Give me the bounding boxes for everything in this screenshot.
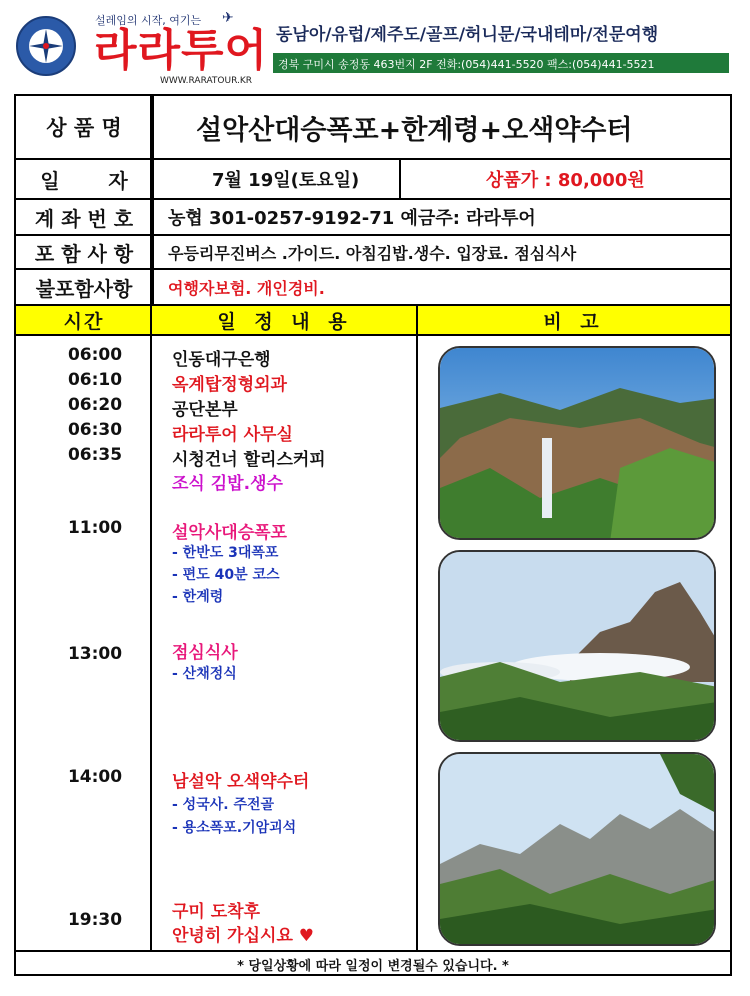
- content-column-header: 일 정 내 용: [217, 310, 353, 333]
- time-0600: 06:00: [67, 345, 123, 365]
- address-text: 경북 구미시 송정동 463번지 2F 전화:(054)441-5520 팩스:(054)441-5521: [278, 58, 655, 71]
- footer-notice: * 당일상황에 따라 일정이 변경될수 있습니다. *: [16, 950, 730, 976]
- account-label: 계 좌 번 호: [16, 200, 154, 234]
- included-label: 포 함 사 항: [16, 236, 154, 268]
- excluded-value: 여행자보험. 개인경비.: [168, 278, 325, 298]
- included-row: [16, 236, 730, 270]
- time-1300: 13:00: [67, 644, 123, 664]
- activity-lunch: 점심식사: [172, 643, 238, 663]
- price-value: 상품가 : 80,000원: [486, 170, 645, 191]
- breakfast-note: 조식 김밥.생수: [172, 474, 283, 494]
- stop-okgye: 옥계탑정형외과: [172, 375, 287, 395]
- time-column-divider: [150, 306, 152, 950]
- waterfall-photo: [438, 346, 716, 540]
- note-seongguksa: - 성국사. 주전골: [172, 797, 275, 813]
- time-0620: 06:20: [67, 395, 123, 415]
- airplane-icon: ✈: [222, 10, 234, 26]
- time-1930: 19:30: [67, 910, 123, 930]
- time-1100: 11:00: [67, 518, 123, 538]
- time-0630: 06:30: [67, 420, 123, 440]
- note-40min-course: - 편도 40분 코스: [172, 567, 280, 583]
- mountain-clouds-photo: [438, 550, 716, 742]
- brand-logo-text: 라라투어: [94, 25, 269, 76]
- stop-raratour-office: 라라투어 사무실: [172, 425, 293, 445]
- included-value: 우등리무진버스 .가이드. 아침김밥.생수. 입장료. 점심식사: [168, 243, 577, 263]
- note-three-falls: - 한반도 3대폭포: [172, 545, 279, 561]
- stop-gongdan: 공단본부: [172, 400, 238, 420]
- product-value: 설악산대승폭포+한계령+오색약수터: [196, 114, 633, 146]
- category-list: 동남아/유럽/제주도/골프/허니문/국내테마/전문여행: [276, 25, 659, 45]
- note-column-header: 비 고: [543, 310, 605, 333]
- excluded-label: 불포함사항: [16, 270, 154, 304]
- product-row: [16, 96, 730, 160]
- stop-indong: 인동대구은행: [172, 350, 271, 370]
- account-row: [16, 200, 730, 236]
- compass-logo-icon: [16, 16, 76, 76]
- time-column-header: 시간: [63, 310, 105, 333]
- activity-daeseung-falls: 설악사대승폭포: [172, 523, 287, 543]
- time-0610: 06:10: [67, 370, 123, 390]
- note-sanchae: - 산채정식: [172, 666, 237, 682]
- account-value: 농협 301-0257-9192-71 예금주: 라라투어: [168, 208, 536, 229]
- tagline: 설레임의 시작, 여기는: [95, 14, 202, 27]
- note-column-divider: [416, 306, 418, 950]
- activity-farewell: 안녕히 가십시요 ♥: [172, 926, 315, 946]
- date-divider: [399, 160, 401, 198]
- rocky-peaks-photo: [438, 752, 716, 946]
- product-label: 상 품 명: [16, 96, 154, 158]
- note-hangyeryeong: - 한계령: [172, 589, 224, 605]
- stop-hollys: 시청건너 할리스커피: [172, 450, 326, 470]
- label-divider: [150, 96, 152, 306]
- schedule-header: [16, 306, 730, 336]
- activity-arrival: 구미 도착후: [172, 902, 261, 922]
- activity-osaek: 남설악 오색약수터: [172, 772, 310, 792]
- excluded-row: [16, 270, 730, 306]
- date-row: [16, 160, 730, 200]
- time-1400: 14:00: [67, 767, 123, 787]
- website-link[interactable]: WWW.RARATOUR.KR: [160, 76, 253, 86]
- time-0635: 06:35: [67, 445, 123, 465]
- date-value: 7월 19일(토요일): [212, 170, 360, 191]
- note-yongso-falls: - 용소폭포.기암괴석: [172, 820, 297, 836]
- date-label: 일 자: [16, 160, 154, 198]
